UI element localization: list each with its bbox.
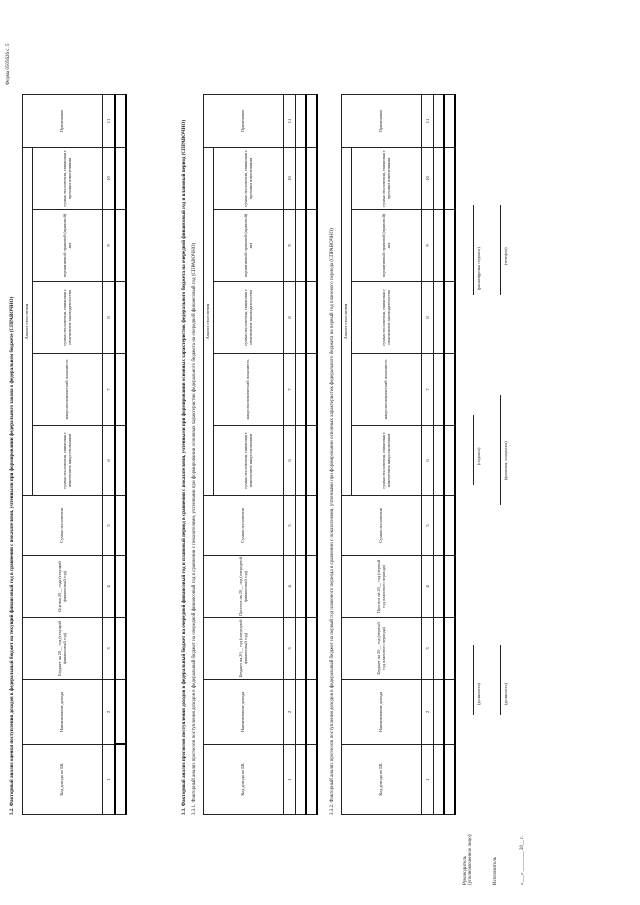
cell[interactable] xyxy=(444,556,455,618)
header-name: Наименование дохода xyxy=(204,680,284,745)
col-number: 9 xyxy=(284,210,296,282)
head-position-caption: (должность) xyxy=(476,683,481,705)
header-law-sum: сумма отклонения, связанная с изменением законодательства xyxy=(214,282,284,354)
cell[interactable] xyxy=(115,426,126,496)
table-3-3-2 xyxy=(341,94,456,815)
col-number: 8 xyxy=(103,282,116,354)
header-code: Код дохода по БК xyxy=(23,745,103,815)
head-label: Руководитель (уполномоченное лицо) xyxy=(463,834,473,885)
section-3-3-title: 3.3. Факторный анализ прогнозов поступления доходов в федеральный бюджет на очередной финансовый год и плановый период в сравнении с показателями, учтенными при формировании основных характеристик федерального бюджета на очередной финансовый год и плановый период (СПРАВОЧНО) xyxy=(182,119,187,815)
cell[interactable] xyxy=(296,282,307,354)
header-code: Код дохода по БК xyxy=(204,745,284,815)
cell[interactable] xyxy=(296,556,307,618)
cell[interactable] xyxy=(296,147,307,209)
col-number: 3 xyxy=(284,618,296,680)
col-number: 7 xyxy=(103,354,116,426)
cell[interactable] xyxy=(306,426,317,496)
cell[interactable] xyxy=(434,496,445,556)
head-position-line[interactable] xyxy=(473,645,474,715)
cell[interactable] xyxy=(434,426,445,496)
col-number: 10 xyxy=(103,147,116,209)
col-number: 11 xyxy=(103,94,116,147)
header-note: Примечание xyxy=(23,94,103,147)
cell[interactable] xyxy=(434,618,445,680)
cell[interactable] xyxy=(115,680,126,745)
executor-name-line[interactable] xyxy=(500,395,501,505)
cell[interactable] xyxy=(306,745,317,815)
header-deviation: Сумма отклонения xyxy=(342,496,422,556)
table-row xyxy=(444,94,455,814)
table-3-2 xyxy=(22,94,127,815)
header-note: Примечание xyxy=(342,94,422,147)
header-analysis: Анализ отклонения xyxy=(204,147,214,495)
header-law-sum: сумма отклонения, связанная с изменением законодательства xyxy=(352,282,422,354)
cell[interactable] xyxy=(434,354,445,426)
head-signature-line[interactable] xyxy=(473,415,474,485)
table-3-3-1 xyxy=(203,94,318,815)
cell[interactable] xyxy=(296,680,307,745)
header-analysis: Анализ отклонения xyxy=(23,147,33,495)
col-number: 5 xyxy=(422,496,434,556)
cell[interactable] xyxy=(306,94,317,147)
executor-phone-caption: (телефон) xyxy=(503,247,508,265)
header-legal-act: нормативный правовой (правовой) акт xyxy=(352,210,422,282)
executor-name-caption: (фамилия, инициалы) xyxy=(503,441,508,480)
col-number: 2 xyxy=(284,680,296,745)
header-forecast: Прогноз на 20__ год (очередной финансовый год) xyxy=(204,556,284,618)
col-number: 7 xyxy=(422,354,434,426)
table-row xyxy=(296,94,307,814)
cell[interactable] xyxy=(444,680,455,745)
cell[interactable] xyxy=(296,94,307,147)
header-law-sum: сумма отклонения, связанная с изменением законодательства xyxy=(33,282,103,354)
cell[interactable] xyxy=(306,147,317,209)
cell[interactable] xyxy=(115,147,126,209)
col-number: 10 xyxy=(284,147,296,209)
col-number: 3 xyxy=(103,618,116,680)
header-other-sum: сумма отклонения, связанная с прочими изменениями xyxy=(214,147,284,209)
table-row xyxy=(115,94,126,814)
cell[interactable] xyxy=(434,94,445,147)
header-other-sum: сумма отклонения, связанная с прочими изменениями xyxy=(33,147,103,209)
col-number: 4 xyxy=(284,556,296,618)
header-deviation: Сумма отклонения xyxy=(23,496,103,556)
cell[interactable] xyxy=(115,210,126,282)
head-decoding-line[interactable] xyxy=(473,205,474,295)
cell[interactable] xyxy=(115,94,126,147)
header-macro-indicator: макроэкономический показатель xyxy=(214,354,284,426)
cell[interactable] xyxy=(444,210,455,282)
section-3-3-2-title: 3.3.2. Факторный анализ прогнозов поступления доходов в федеральный бюджет на первый год планового периода в сравнении с показателями, учтенными при формировании основных характеристик федерального бюджета на первый год планового периода (СПРАВОЧНО) xyxy=(330,228,335,815)
cell[interactable] xyxy=(296,210,307,282)
cell[interactable] xyxy=(296,426,307,496)
col-number: 2 xyxy=(103,680,116,745)
cell[interactable] xyxy=(296,618,307,680)
cell[interactable] xyxy=(306,354,317,426)
header-macro-sum: сумма отклонения, связанная с изменением макроэкономики xyxy=(352,426,422,496)
header-budget: Бюджет на 20__ год (первый год планового периода) xyxy=(342,618,422,680)
cell[interactable] xyxy=(434,147,445,209)
col-number: 4 xyxy=(103,556,116,618)
header-budget: Бюджет на 20__ год (очередной финансовый год) xyxy=(204,618,284,680)
header-deviation: Сумма отклонения xyxy=(204,496,284,556)
col-number: 1 xyxy=(284,745,296,815)
col-number: 1 xyxy=(103,745,116,815)
header-macro-sum: сумма отклонения, связанная с изменением макроэкономики xyxy=(214,426,284,496)
cell[interactable] xyxy=(306,680,317,745)
col-number: 3 xyxy=(422,618,434,680)
col-number: 9 xyxy=(103,210,116,282)
table-row xyxy=(306,94,317,814)
cell[interactable] xyxy=(444,426,455,496)
cell[interactable] xyxy=(296,496,307,556)
cell[interactable] xyxy=(115,282,126,354)
executor-phone-line[interactable] xyxy=(500,205,501,295)
cell[interactable] xyxy=(444,496,455,556)
header-legal-act: нормативный правовой (правовой) акт xyxy=(33,210,103,282)
cell[interactable] xyxy=(115,496,126,556)
executor-position-caption: (должность) xyxy=(503,683,508,705)
cell[interactable] xyxy=(444,94,455,147)
col-number: 1 xyxy=(422,745,434,815)
header-note: Примечание xyxy=(204,94,284,147)
col-number: 5 xyxy=(284,496,296,556)
cell[interactable] xyxy=(444,618,455,680)
section-3-2-title: 3.2. Факторный анализ оценки поступления доходов в федеральный бюджет на текущий финансовый год в сравнении с показателями, учтенными при формировании федерального закона о федеральном бюджете (СПРАВОЧНО) xyxy=(10,296,15,815)
cell[interactable] xyxy=(115,354,126,426)
cell[interactable] xyxy=(434,680,445,745)
table-row xyxy=(434,94,445,814)
col-number: 11 xyxy=(284,94,296,147)
header-code: Код дохода по БК xyxy=(342,745,422,815)
cell[interactable] xyxy=(306,618,317,680)
col-number: 10 xyxy=(422,147,434,209)
executor-label: Исполнитель xyxy=(493,857,498,885)
col-number: 8 xyxy=(422,282,434,354)
cell[interactable] xyxy=(306,282,317,354)
header-name: Наименование дохода xyxy=(23,680,103,745)
col-number: 6 xyxy=(103,426,116,496)
cell[interactable] xyxy=(434,210,445,282)
col-number: 6 xyxy=(422,426,434,496)
cell[interactable] xyxy=(296,745,307,815)
header-macro-indicator: макроэкономический показатель xyxy=(33,354,103,426)
header-name: Наименование дохода xyxy=(342,680,422,745)
header-forecast: Прогноз на 20__ год (первый год планового периода) xyxy=(342,556,422,618)
header-macro-indicator: макроэкономический показатель xyxy=(352,354,422,426)
cell[interactable] xyxy=(115,556,126,618)
col-number: 9 xyxy=(422,210,434,282)
cell[interactable] xyxy=(115,745,126,815)
col-number: 11 xyxy=(422,94,434,147)
col-number: 8 xyxy=(284,282,296,354)
section-3-3-1-title: 3.3.1. Факторный анализ прогнозов поступления доходов в федеральный бюджет на очередной финансовый год в сравнении с показателями, учтенными при формировании основных характеристик федерального бюджета на очередной финансовый год (СПРАВОЧНО) xyxy=(192,242,197,815)
col-number: 7 xyxy=(284,354,296,426)
header-estimate: Оценка 20__ года (текущий финансовый год) xyxy=(23,556,103,618)
col-number: 5 xyxy=(103,496,116,556)
signature-date[interactable]: «___» ________ 20__ г. xyxy=(520,836,525,885)
form-code: Форма 0505626 с. 5 xyxy=(6,43,11,85)
cell[interactable] xyxy=(306,210,317,282)
header-other-sum: сумма отклонения, связанная с прочими изменениями xyxy=(352,147,422,209)
header-macro-sum: сумма отклонения, связанная с изменением макроэкономики xyxy=(33,426,103,496)
cell[interactable] xyxy=(444,282,455,354)
col-number: 4 xyxy=(422,556,434,618)
header-legal-act: нормативный правовой (правовой) акт xyxy=(214,210,284,282)
cell[interactable] xyxy=(306,556,317,618)
cell[interactable] xyxy=(444,147,455,209)
col-number: 2 xyxy=(422,680,434,745)
cell[interactable] xyxy=(434,282,445,354)
head-decoding-caption: (расшифровка подписи) xyxy=(476,247,481,290)
header-budget: Бюджет на 20__ год (текущий финансовый год) xyxy=(23,618,103,680)
cell[interactable] xyxy=(434,745,445,815)
cell[interactable] xyxy=(434,556,445,618)
head-signature-caption: (подпись) xyxy=(476,447,481,465)
cell[interactable] xyxy=(444,745,455,815)
col-number: 6 xyxy=(284,426,296,496)
cell[interactable] xyxy=(115,618,126,680)
cell[interactable] xyxy=(444,354,455,426)
executor-position-line[interactable] xyxy=(500,645,501,715)
header-analysis: Анализ отклонения xyxy=(342,147,352,495)
cell[interactable] xyxy=(296,354,307,426)
cell[interactable] xyxy=(306,496,317,556)
